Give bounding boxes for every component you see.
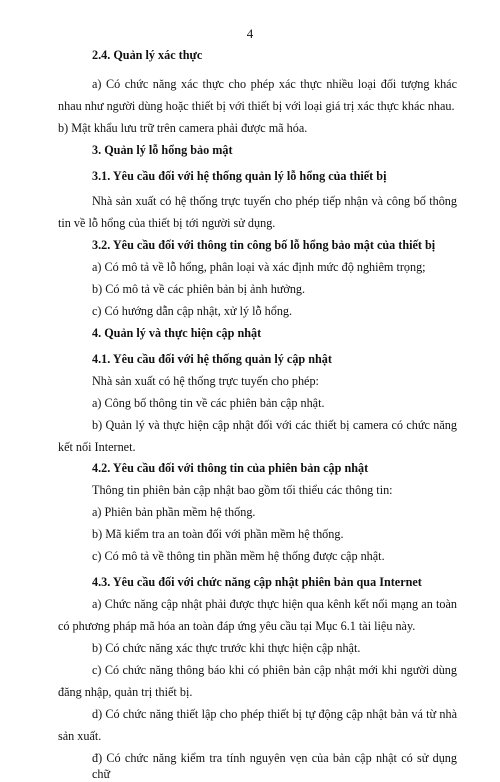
paragraph-line: Thông tin phiên bản cập nhật bao gồm tối thiểu các thông tin: xyxy=(92,483,393,497)
paragraph-line: sản xuất. xyxy=(58,729,102,743)
paragraph-line: a) Công bố thông tin về các phiên bản cập nhật. xyxy=(92,396,325,410)
paragraph-line: b) Mã kiểm tra an toàn đối với phần mềm hệ thống. xyxy=(92,527,344,541)
paragraph-line: b) Có chức năng xác thực trước khi thực hiện cập nhật. xyxy=(92,641,361,655)
paragraph-line: c) Có mô tả về thông tin phần mềm hệ thống được cập nhật. xyxy=(92,549,385,563)
paragraph-line: Nhà sản xuất có hệ thống trực tuyến cho phép: xyxy=(92,374,319,388)
section-heading: 4. Quản lý và thực hiện cập nhật xyxy=(92,326,262,340)
paragraph-line: b) Có mô tả về các phiên bản bị ảnh hưởng. xyxy=(92,282,306,296)
section-heading: 4.2. Yêu cầu đối với thông tin của phiên bản cập nhật xyxy=(92,461,369,475)
paragraph-line: c) Có hướng dẫn cập nhật, xử lý lỗ hổng. xyxy=(92,304,293,318)
paragraph-line: d) Có chức năng thiết lập cho phép thiết bị tự động cập nhật bản vá từ nhà xyxy=(92,707,457,721)
paragraph-line: đăng nhập, quản trị thiết bị. xyxy=(58,685,193,699)
paragraph-line: b) Quản lý và thực hiện cập nhật đối với các thiết bị camera có chức năng xyxy=(92,418,457,432)
paragraph-line: tin về lỗ hổng của thiết bị tới người sử dụng. xyxy=(58,216,276,230)
section-heading: 2.4. Quản lý xác thực xyxy=(92,48,203,62)
paragraph-line: Nhà sản xuất có hệ thống trực tuyến cho phép tiếp nhận và công bố thông xyxy=(92,194,457,208)
paragraph-line: c) Có chức năng thông báo khi có phiên bản cập nhật mới khi người dùng xyxy=(92,663,457,677)
paragraph-line: kết nối Internet. xyxy=(58,440,136,454)
paragraph-line: đ) Có chức năng kiểm tra tính nguyên vẹn của bản cập nhật có sử dụng chữ xyxy=(92,751,457,781)
section-heading: 3.2. Yêu cầu đối với thông tin công bố lỗ hổng bảo mật của thiết bị xyxy=(92,238,436,252)
section-heading: 3.1. Yêu cầu đối với hệ thống quản lý lỗ hổng của thiết bị xyxy=(92,169,387,183)
section-heading: 4.3. Yêu cầu đối với chức năng cập nhật phiên bản qua Internet xyxy=(92,575,422,589)
section-heading: 3. Quản lý lỗ hổng bảo mật xyxy=(92,143,233,157)
paragraph-line: a) Có mô tả về lỗ hổng, phân loại và xác định mức độ nghiêm trọng; xyxy=(92,260,426,274)
paragraph-line: nhau như người dùng hoặc thiết bị với thiết bị với loại giá trị xác thực khác nhau. xyxy=(58,99,455,113)
section-heading: 4.1. Yêu cầu đối với hệ thống quản lý cập nhật xyxy=(92,352,332,366)
page-number: 4 xyxy=(246,26,254,41)
paragraph-line: có phương pháp mã hóa an toàn đáp ứng yêu cầu tại Mục 6.1 tài liệu này. xyxy=(58,619,416,633)
paragraph-line: b) Mật khẩu lưu trữ trên camera phải được mã hóa. xyxy=(58,121,308,135)
paragraph-line: a) Chức năng cập nhật phải được thực hiện qua kênh kết nối mạng an toàn xyxy=(92,597,457,611)
paragraph-line: a) Có chức năng xác thực cho phép xác thực nhiều loại đối tượng khác xyxy=(92,77,457,91)
paragraph-line: a) Phiên bản phần mềm hệ thống. xyxy=(92,505,256,519)
